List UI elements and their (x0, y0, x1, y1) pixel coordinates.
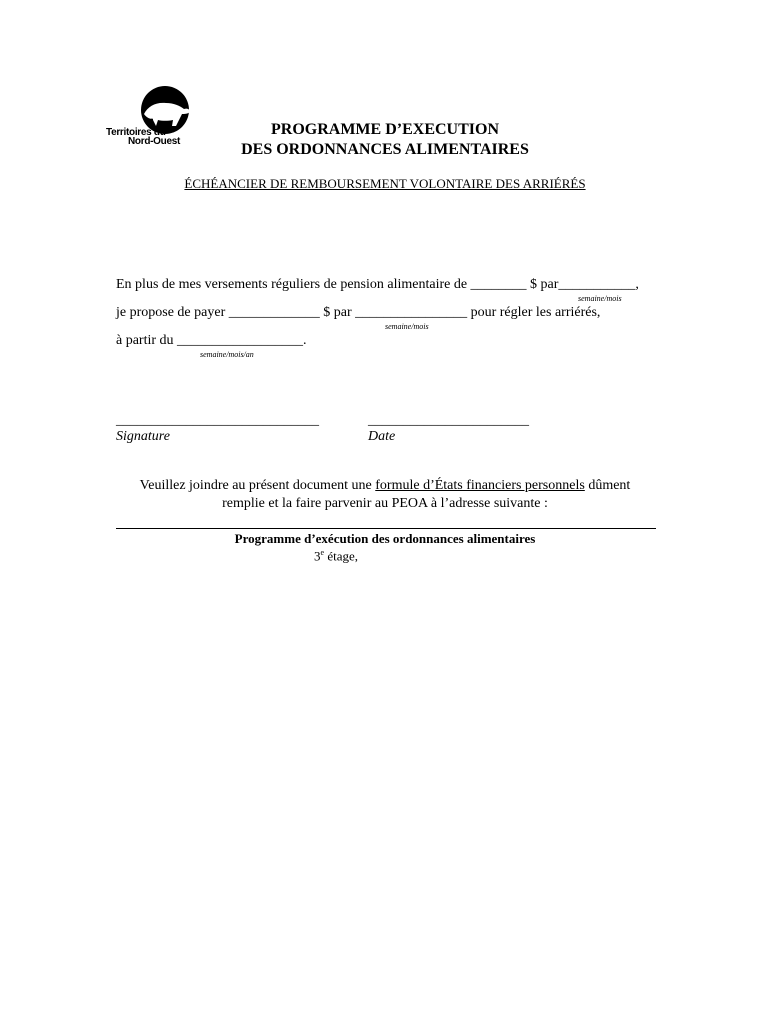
instructions-text-end: dûment (584, 478, 631, 493)
address-program-name: Programme d’exécution des ordonnances alimentaires (234, 531, 536, 546)
frequency-hint-1: semaine/mois (578, 294, 622, 303)
frequency-hint-2: semaine/mois (385, 322, 429, 331)
date-field: _______________________ (368, 413, 529, 428)
document-title-line2: DES ORDONNANCES ALIMENTAIRES (241, 141, 529, 158)
instructions-text: Veuillez joindre au présent document une (139, 478, 376, 493)
payment-statement-line1: En plus de mes versements réguliers de pension alimentaire de ________ $ par___________, (116, 277, 639, 292)
signature-label: Signature (116, 429, 170, 444)
start-date-hint: semaine/mois/an (200, 350, 254, 359)
floor-ordinal: e (320, 548, 325, 557)
instructions-line1 (0, 478, 770, 494)
signature-field: _____________________________ (116, 413, 319, 428)
address-floor (314, 548, 358, 564)
logo-text-line1: Territoires du (106, 127, 166, 138)
date-label: Date (368, 429, 396, 444)
document-title-line1: PROGRAMME D’EXECUTION (271, 121, 499, 138)
payment-statement-line2: je propose de payer _____________ $ par ________________ pour régler les arriérés, (116, 305, 601, 320)
floor-number: 3 (314, 548, 321, 564)
floor-label: étage, (324, 548, 358, 564)
financial-statement-form-link: formule d’États financiers personnels (375, 478, 585, 493)
divider (116, 528, 656, 529)
logo-text-line2: Nord-Ouest (128, 136, 181, 147)
instructions-line2: remplie et la faire parvenir au PEOA à l’adresse suivante : (222, 496, 548, 511)
payment-statement-line3: à partir du __________________. (116, 333, 307, 348)
document-subtitle: ÉCHÉANCIER DE REMBOURSEMENT VOLONTAIRE DES ARRIÉRÉS (184, 176, 586, 191)
